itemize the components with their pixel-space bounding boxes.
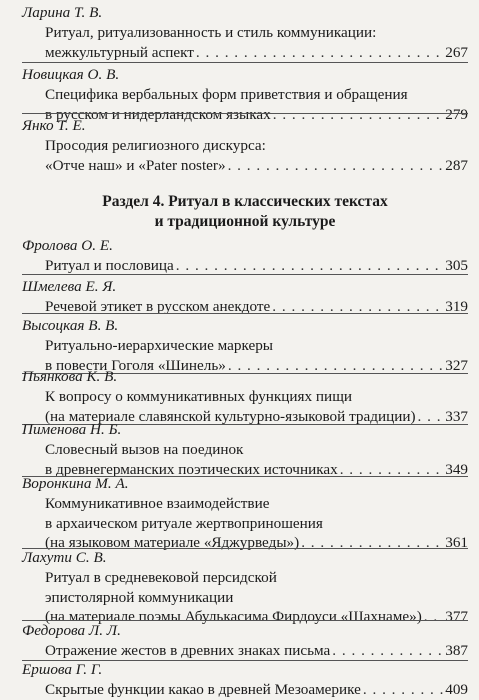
entry-title-line: Специфика вербальных форм приветствия и обращения (45, 86, 408, 103)
entry-title-last-line (45, 156, 468, 176)
dot-leader (196, 43, 443, 63)
entry-title-line: Просодия религиозного дискурса: (45, 137, 266, 154)
toc-entry (22, 660, 468, 700)
dot-leader (363, 680, 443, 700)
entry-title-text: (на материале славянской культурно-языковой традиции) (45, 407, 416, 425)
separator-rule (22, 313, 468, 314)
separator-rule (22, 113, 468, 114)
entry-title-line: К вопросу о коммуникативных функциях пищи (45, 388, 353, 405)
entry-author: Ершова Г. Г. (22, 661, 103, 678)
toc-entry (22, 548, 468, 627)
section-heading-line: и традиционной культуре (154, 213, 336, 230)
page-number: 387 (445, 642, 468, 659)
entry-title-text: (на языковом материале «Яджурведы») (45, 534, 300, 551)
entry-title-line: Словесный вызов на поединок (45, 441, 244, 458)
page-number: 409 (445, 681, 468, 698)
section-heading (22, 192, 468, 232)
entry-title-line: в архаическом ритуале жертвоприношения (45, 514, 323, 532)
page-number: 377 (445, 608, 468, 625)
entry-title-text: «Отче наш» и «Pater noster» (45, 156, 226, 174)
entry-title-last-line (45, 256, 468, 276)
entry-title-last-line (45, 680, 468, 700)
page-number: 287 (445, 156, 468, 174)
entry-author: Шмелева Е. Я. (22, 278, 117, 295)
entry-title-line: Ритуально-иерархические маркеры (45, 337, 274, 354)
page-number: 319 (445, 298, 468, 315)
dot-leader (228, 156, 444, 176)
page-number: 305 (445, 257, 468, 274)
entry-title-line: Коммуникативное взаимодействие (45, 495, 270, 512)
entry-title-text: в древнегерманских поэтических источниках (45, 460, 338, 478)
entry-title-text: Отражение жестов в древних знаках письма (45, 642, 331, 659)
page-number: 337 (445, 407, 468, 425)
dot-leader (332, 641, 443, 661)
entry-title-text: Скрытые функции какао в древней Мезоамерике (45, 681, 361, 698)
entry-author: Федорова Л. Л. (22, 622, 121, 639)
entry-title-line: Ритуал в средневековой персидской (45, 569, 277, 586)
section-heading-line: Раздел 4. Ритуал в классических текстах (102, 193, 388, 210)
entry-author: Ларина Т. В. (22, 4, 103, 21)
entry-author: Фролова О. Е. (22, 237, 113, 254)
entry-title-text: Речевой этикет в русском анекдоте (45, 298, 271, 315)
separator-rule (22, 62, 468, 63)
entry-author: Новицкая О. В. (22, 66, 120, 83)
entry-title-text: в повести Гоголя «Шинель» (45, 356, 226, 374)
page-number: 267 (445, 43, 468, 61)
entry-title-text: Ритуал и пословица (45, 257, 174, 274)
entry-author: Янко Т. Е. (22, 117, 86, 134)
entry-author: Лахути С. В. (22, 549, 107, 566)
entry-title-text: в русском и нидерландском языках (45, 105, 271, 123)
entry-title-text: межкультурный аспект (45, 43, 194, 61)
toc-entry (22, 367, 468, 426)
toc-entry (22, 277, 468, 317)
toc-entry (22, 3, 468, 62)
toc-entry (22, 621, 468, 661)
dot-leader (176, 256, 443, 276)
page-number: 349 (445, 460, 468, 478)
entry-title-line: эпистолярной коммуникации (45, 588, 234, 606)
entry-author: Воронкина М. А. (22, 475, 129, 492)
entry-title-last-line (45, 641, 468, 661)
toc-entry (22, 116, 468, 175)
entry-author: Пименова Н. Б. (22, 421, 122, 438)
toc-entry (22, 474, 468, 553)
entry-author: Высоцкая В. В. (22, 317, 119, 334)
separator-rule (22, 274, 468, 275)
entry-author: Пьянкова К. В. (22, 368, 118, 385)
toc-entry (22, 420, 468, 479)
entry-title-last-line (45, 43, 468, 63)
page-number: 327 (445, 356, 468, 374)
toc-entry (22, 236, 468, 276)
entry-title-line: Ритуал, ритуализованность и стиль коммуникации: (45, 24, 377, 41)
page-number: 279 (445, 105, 468, 123)
entry-title-text: (на материале поэмы Абулькасима Фирдоуси «Шахнаме») (45, 608, 422, 625)
page-number: 361 (445, 534, 468, 551)
